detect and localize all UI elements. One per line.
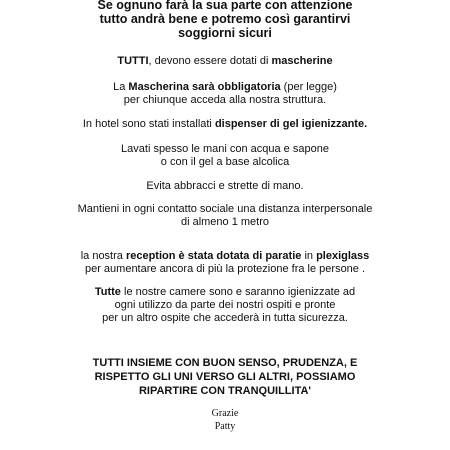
text-tutti: TUTTI [117, 55, 149, 67]
text-tutte: Tutte [94, 286, 121, 298]
text-la: La [113, 81, 129, 93]
paragraph-reception [0, 250, 450, 263]
text-rooms-sanitized: le nostre camere sono e saranno igienizzate ad [120, 286, 356, 298]
headline-line-1: Se ognuno farà la sua parte con attenzione [97, 0, 353, 12]
paragraph-mask-mandatory [0, 81, 450, 94]
paragraph-masks-required [0, 55, 450, 68]
paragraph-rooms-line-3: per un altro ospite che accederà in tutta sicurezza. [102, 312, 348, 324]
closing-line-1: TUTTI INSIEME CON BUON SENSO, PRUDENZA, E [92, 357, 358, 369]
headline-line-3: soggiorni sicuri [178, 26, 272, 40]
paragraph-wash-hands: Lavati spesso le mani con acqua e sapone [121, 143, 329, 155]
headline-line-2: tutto andrà bene e potremo così garantirvi [99, 12, 351, 26]
closing-line-2: RISPETTO GLI UNI VERSO GLI ALTRI, POSSIAMO [94, 371, 356, 383]
paragraph-gel-dispensers [0, 118, 450, 131]
paragraph-rooms-line-2: ogni utilizzo da parte dei nostri ospiti e pronte [114, 299, 336, 311]
text-in: in [301, 250, 317, 262]
text-hotel-installed: In hotel sono stati installati [82, 118, 215, 130]
closing-line-3: RIPARTIRE CON TRANQUILLITA' [138, 385, 312, 397]
paragraph-wash-hands-line-2: o con il gel a base alcolica [160, 156, 290, 168]
paragraph-reception-line-2: per aumentare ancora di più la protezione fra le persone . [84, 263, 366, 275]
signature-name: Patty [214, 421, 236, 432]
signature-thanks: Grazie [211, 408, 239, 419]
paragraph-mask-mandatory-line-2: per chiunque acceda alla nostra struttura. [123, 94, 327, 106]
text-la-nostra: la nostra [80, 250, 126, 262]
paragraph-distance-line-2: di almeno 1 metro [180, 216, 270, 228]
text-devono: , devono essere dotati di [148, 55, 272, 67]
paragraph-distance: Mantieni in ogni contatto sociale una distanza interpersonale [77, 203, 373, 215]
text-mascherine: mascherine [271, 55, 333, 67]
paragraph-avoid-hugs: Evita abbracci e strette di mano. [146, 180, 304, 192]
text-gel-dispensers: dispenser di gel igienizzante. [214, 118, 368, 130]
paragraph-rooms [0, 286, 450, 299]
text-mask-mandatory: Mascherina sarà obbligatoria [128, 81, 281, 93]
text-plexiglass: plexiglass [316, 250, 370, 262]
text-per-legge: (per legge) [280, 81, 337, 93]
text-reception-paratie: reception è stata dotata di paratie [125, 250, 302, 262]
